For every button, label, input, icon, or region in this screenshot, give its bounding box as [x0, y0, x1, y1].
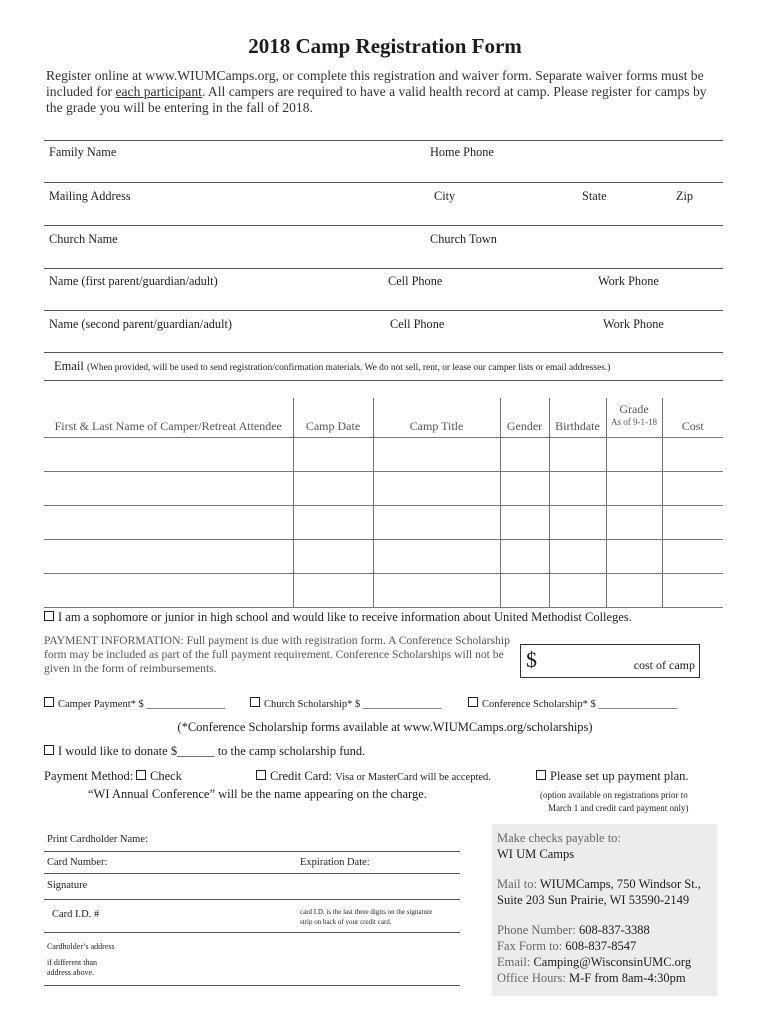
checkbox-icon[interactable] [468, 697, 478, 707]
city-field[interactable]: City [434, 189, 456, 203]
cardholder-address-field[interactable]: Cardholder’s address [47, 942, 115, 951]
payment-plan-note-2: March 1 and credit card payment only) [548, 803, 689, 813]
col-grade: Grade As of 9-1-18 [606, 398, 662, 438]
address-note-2: address above. [47, 968, 95, 977]
charge-note: “WI Annual Conference” will be the name appearing on the charge. [88, 787, 427, 801]
first-parent-cell-field[interactable]: Cell Phone [388, 274, 443, 288]
checkbox-icon[interactable] [250, 697, 260, 707]
home-phone-field[interactable]: Home Phone [430, 145, 494, 159]
mailing-address-field[interactable]: Mailing Address [49, 189, 131, 203]
fax-number: Fax Form to: 608-837-8547 [497, 939, 637, 953]
address-note: if different than [47, 958, 98, 967]
col-camp-date: Camp Date [293, 398, 373, 438]
divider [44, 851, 460, 852]
col-camp-title: Camp Title [373, 398, 500, 438]
college-info-checkbox[interactable]: I am a sophomore or junior in high school and would like to receive information about United Methodist Colleges. [44, 610, 632, 625]
divider [44, 873, 460, 874]
second-parent-name-field[interactable]: Name (second parent/guardian/adult) [49, 317, 233, 331]
divider [44, 985, 460, 986]
table-row [44, 506, 723, 540]
checkbox-icon[interactable] [44, 745, 54, 755]
mail-address-line2: Suite 203 Sun Prairie, WI 53590-2149 [497, 893, 690, 907]
payable-to: WI UM Camps [497, 847, 575, 861]
card-id-note: card I.D. is the last three digits on the signature [300, 908, 433, 916]
church-scholarship-field[interactable]: Church Scholarship* $ _______________ [250, 697, 442, 710]
checkbox-icon[interactable] [536, 770, 546, 780]
payable-label: Make checks payable to: [497, 831, 621, 845]
checkbox-icon[interactable] [44, 611, 54, 621]
check-option[interactable]: Check [136, 769, 182, 784]
table-header-row [44, 398, 723, 438]
card-id-note-2: strip on back of your credit card. [300, 918, 392, 926]
payment-method-label: Payment Method: [44, 769, 134, 783]
phone-number: Phone Number: 608-837-3388 [497, 923, 650, 937]
divider [44, 182, 723, 183]
contact-email: Email: Camping@WisconsinUMC.org [497, 955, 692, 969]
church-name-field[interactable]: Church Name [49, 232, 118, 246]
conference-scholarship-field[interactable]: Conference Scholarship* $ _______________ [468, 697, 677, 710]
table-row [44, 540, 723, 574]
card-id-field[interactable]: Card I.D. # [52, 909, 100, 920]
table-row [44, 438, 723, 472]
divider [44, 268, 723, 269]
camper-payment-field[interactable]: Camper Payment* $ _______________ [44, 697, 225, 710]
col-attendee-name: First & Last Name of Camper/Retreat Attendee [44, 398, 293, 438]
donate-checkbox[interactable]: I would like to donate $______ to the camp scholarship fund. [44, 744, 365, 759]
signature-field[interactable]: Signature [47, 880, 88, 891]
divider [44, 140, 723, 141]
checkbox-icon[interactable] [44, 697, 54, 707]
divider [44, 932, 460, 933]
camper-table [44, 398, 723, 608]
divider [44, 352, 723, 353]
checkbox-icon[interactable] [256, 770, 266, 780]
church-town-field[interactable]: Church Town [430, 232, 497, 246]
dollar-sign: $ [526, 647, 537, 672]
payment-plan-option[interactable]: Please set up payment plan. [536, 769, 689, 784]
table-row [44, 574, 723, 608]
contact-info-box [492, 824, 717, 996]
cost-of-camp-box[interactable] [520, 644, 700, 678]
email-field[interactable]: Email (When provided, will be used to send registration/confirmation materials. We do not sell, rent, or lease our camper lists or email addresses.) [54, 359, 611, 373]
credit-card-option[interactable]: Credit Card: Visa or MasterCard will be accepted. [256, 769, 491, 784]
payment-info-text: PAYMENT INFORMATION: Full payment is due with registration form. A Conference Scholarship form may be included as part of the full payment requirement. Conference Scholarships will not be given in the form of reimbursements. [44, 634, 510, 675]
col-cost: Cost [662, 398, 723, 438]
zip-field[interactable]: Zip [676, 189, 694, 203]
page-title: 2018 Camp Registration Form [248, 34, 522, 58]
expiration-date-field[interactable]: Expiration Date: [300, 857, 370, 868]
table-row [44, 472, 723, 506]
second-parent-work-field[interactable]: Work Phone [603, 317, 664, 331]
divider [44, 380, 723, 381]
cost-of-camp-label: cost of camp [633, 658, 695, 672]
intro-text: Register online at www.WIUMCamps.org, or complete this registration and waiver form. Separate waiver forms must be included for each participant. All campers are required to have a valid health record at camp. Please register for camps by the grade you will be entering in the fall of 2018. [46, 68, 707, 115]
divider [44, 225, 723, 226]
card-number-field[interactable]: Card Number: [47, 857, 108, 868]
office-hours: Office Hours: M-F from 8am-4:30pm [497, 971, 686, 985]
divider [44, 899, 460, 900]
scholarship-note: (*Conference Scholarship forms available at www.WIUMCamps.org/scholarships) [177, 720, 593, 734]
checkbox-icon[interactable] [136, 770, 146, 780]
divider [44, 310, 723, 311]
col-gender: Gender [500, 398, 549, 438]
first-parent-work-field[interactable]: Work Phone [598, 274, 659, 288]
email-note: (When provided, will be used to send registration/confirmation materials. We do not sell, rent, or lease our camper lists or email addresses.) [86, 363, 611, 373]
cardholder-name-field[interactable]: Print Cardholder Name: [47, 834, 148, 845]
payment-plan-note: (option available on registrations prior to [540, 790, 688, 800]
family-name-field[interactable]: Family Name [49, 145, 117, 159]
second-parent-cell-field[interactable]: Cell Phone [390, 317, 445, 331]
first-parent-name-field[interactable]: Name (first parent/guardian/adult) [49, 274, 218, 288]
state-field[interactable]: State [582, 189, 607, 203]
each-participant-underline: each participant [115, 84, 202, 99]
col-birthdate: Birthdate [549, 398, 606, 438]
mail-to: Mail to: WIUMCamps, 750 Windsor St., [497, 877, 701, 891]
